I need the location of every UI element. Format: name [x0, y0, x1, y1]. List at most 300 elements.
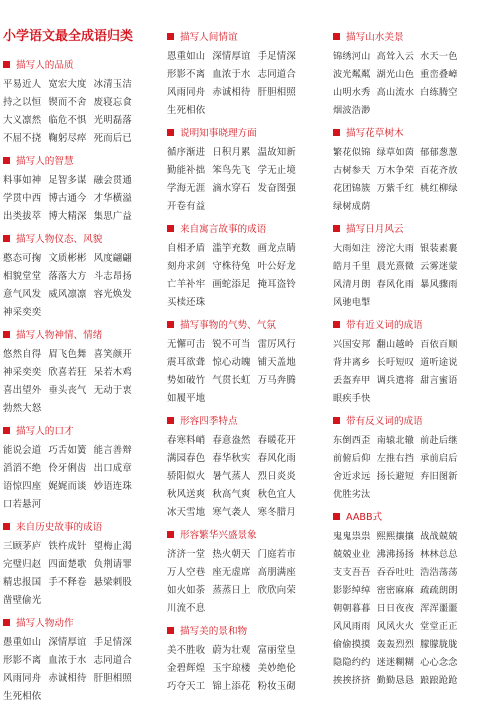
idiom-row	[3, 458, 163, 476]
idiom-item: 蔚为壮观	[212, 645, 251, 656]
idiom-row	[333, 370, 480, 388]
idiom-item: 朝朝暮暮	[333, 603, 371, 614]
idiom-item: 熙熙攘攘	[376, 531, 415, 542]
idiom-item: 大雨如注	[333, 243, 371, 254]
idiom-item: 金碧辉煌	[167, 663, 206, 674]
idiom-row	[167, 640, 325, 658]
idiom-section	[3, 614, 163, 704]
idiom-item: 铁杵成针	[48, 541, 87, 552]
idiom-item: 锦上添花	[212, 681, 251, 692]
idiom-item: 愚重如山	[3, 637, 42, 648]
idiom-section	[167, 316, 325, 406]
idiom-item: 秋风送爽	[167, 489, 206, 500]
square-bullet-icon	[167, 225, 174, 232]
idiom-item: 骄阳似火	[167, 471, 206, 482]
idiom-row	[3, 440, 163, 458]
section-heading	[333, 508, 480, 524]
idiom-item: 手足情深	[257, 51, 296, 62]
section-heading	[3, 518, 163, 534]
idiom-item: 手不释卷	[48, 577, 87, 588]
idiom-item: 形影不离	[167, 69, 206, 80]
idiom-section	[167, 124, 325, 214]
section-heading-text: 描写人物神情、情绪	[16, 330, 103, 341]
idiom-row	[167, 196, 325, 214]
idiom-item: 绿树成荫	[333, 201, 371, 212]
idiom-item: 如履平地	[167, 393, 206, 404]
idiom-item: 皓月千里	[333, 261, 371, 272]
idiom-item: 眼疾手快	[333, 393, 371, 404]
idiom-item: 料事如神	[3, 175, 42, 186]
idiom-row	[3, 650, 163, 668]
idiom-item: 烟波浩渺	[333, 105, 371, 116]
idiom-item: 风雨同舟	[167, 87, 206, 98]
idiom-item: 春华秋实	[212, 453, 251, 464]
section-heading	[3, 152, 163, 168]
section-heading	[333, 316, 480, 332]
idiom-item: 吞吞吐吐	[376, 567, 415, 578]
section-heading-text: 描写人间情谊	[180, 32, 238, 43]
idiom-item: 桃红柳绿	[420, 183, 458, 194]
idiom-item: 能说会道	[3, 445, 42, 456]
idiom-item: 眉飞色舞	[48, 349, 87, 360]
idiom-row	[333, 670, 480, 688]
idiom-item: 自相矛盾	[167, 243, 206, 254]
idiom-item: 堂堂正正	[420, 621, 458, 632]
square-bullet-icon	[3, 523, 10, 530]
idiom-section	[333, 124, 480, 214]
idiom-row	[3, 476, 163, 494]
idiom-row	[167, 334, 325, 352]
idiom-item: 暑气蒸人	[212, 471, 251, 482]
idiom-row	[333, 598, 480, 616]
idiom-row	[333, 562, 480, 580]
idiom-row	[167, 256, 325, 274]
idiom-item: 门庭若市	[257, 549, 296, 560]
idiom-item: 三顾茅庐	[3, 541, 42, 552]
idiom-section	[3, 422, 163, 512]
idiom-item: 秋高气爽	[212, 489, 251, 500]
idiom-item: 高山流水	[376, 87, 415, 98]
idiom-item: 掩耳盗铃	[257, 279, 296, 290]
idiom-item: 弃旧图新	[420, 471, 458, 482]
section-heading-text: 描写事物的气势、气氛	[180, 320, 276, 331]
square-bullet-icon	[3, 331, 10, 338]
idiom-item: 战战兢兢	[420, 531, 458, 542]
idiom-row	[333, 274, 480, 292]
idiom-item: 四面楚歌	[48, 559, 87, 570]
idiom-item: 粉妆玉砌	[257, 681, 296, 692]
idiom-section	[333, 28, 480, 118]
idiom-row	[333, 334, 480, 352]
idiom-item: 勤能补拙	[167, 165, 206, 176]
idiom-item: 出类拔萃	[3, 211, 42, 222]
idiom-item: 暴风骤雨	[420, 279, 458, 290]
square-bullet-icon	[167, 321, 174, 328]
idiom-item: 美妙绝伦	[257, 663, 296, 674]
idiom-item: 风清月朗	[333, 279, 371, 290]
idiom-item: 风风火火	[376, 621, 415, 632]
idiom-item: 学贯中西	[3, 193, 42, 204]
idiom-item: 临危不惧	[48, 115, 87, 126]
idiom-item: 朦朦胧胧	[420, 639, 458, 650]
idiom-row	[167, 466, 325, 484]
idiom-item: 高耸入云	[376, 51, 415, 62]
idiom-item: 望梅止渴	[93, 541, 132, 552]
idiom-item: 凿壁偷光	[3, 595, 42, 606]
idiom-section	[3, 230, 163, 320]
idiom-item: 心心念念	[420, 657, 458, 668]
idiom-row	[3, 284, 163, 302]
square-bullet-icon	[333, 225, 340, 232]
idiom-row	[333, 160, 480, 178]
idiom-item: 相貌堂堂	[3, 271, 42, 282]
idiom-item: 垂头丧气	[48, 385, 87, 396]
idiom-row	[333, 448, 480, 466]
idiom-item: 东倒西歪	[333, 435, 371, 446]
idiom-item: 悬梁刺股	[93, 577, 132, 588]
idiom-row	[167, 100, 325, 118]
idiom-item: 如火如荼	[167, 585, 206, 596]
section-heading-text: 描写日月风云	[346, 224, 404, 235]
idiom-row	[333, 388, 480, 406]
idiom-item: 震耳欲聋	[167, 357, 206, 368]
idiom-item: 背井离乡	[333, 357, 371, 368]
idiom-item: 不屈不挠	[3, 133, 42, 144]
idiom-item: 惊心动魄	[212, 357, 251, 368]
idiom-item: 水天一色	[420, 51, 458, 62]
idiom-row	[3, 266, 163, 284]
idiom-item: 生死相依	[167, 105, 206, 116]
idiom-row	[3, 248, 163, 266]
idiom-item: 万马奔腾	[257, 375, 296, 386]
idiom-item: 志同道合	[257, 69, 296, 80]
idiom-row	[3, 344, 163, 362]
idiom-row	[3, 302, 163, 320]
idiom-item: 郁郁葱葱	[420, 147, 458, 158]
idiom-row	[167, 160, 325, 178]
idiom-item: 湖光山色	[376, 69, 415, 80]
idiom-item: 美不胜收	[167, 645, 206, 656]
idiom-item: 斗志昂扬	[93, 271, 132, 282]
idiom-row	[333, 580, 480, 598]
idiom-item: 画龙点睛	[257, 243, 296, 254]
idiom-item: 死而后已	[93, 133, 132, 144]
idiom-item: 融会贯通	[93, 175, 132, 186]
idiom-item: 风雨同舟	[3, 673, 42, 684]
idiom-row	[3, 536, 163, 554]
column-middle	[167, 0, 325, 700]
idiom-row	[333, 616, 480, 634]
square-bullet-icon	[333, 33, 340, 40]
idiom-row	[333, 526, 480, 544]
idiom-item: 欣喜若狂	[48, 367, 87, 378]
idiom-item: 喜笑颜开	[93, 349, 132, 360]
idiom-item: 血浓于水	[212, 69, 251, 80]
square-bullet-icon	[333, 417, 340, 424]
section-heading-text: 形容繁华兴盛景象	[180, 530, 257, 541]
idiom-row	[333, 466, 480, 484]
idiom-item: 舍近求远	[333, 471, 371, 482]
idiom-item: 春意盎然	[212, 435, 251, 446]
idiom-item: 春寒料峭	[167, 435, 206, 446]
section-heading-text: 来自寓言故事的成语	[180, 224, 267, 235]
idiom-item: 完璧归赵	[3, 559, 42, 570]
section-heading-text: 描写人的品质	[16, 60, 74, 71]
idiom-section	[333, 412, 480, 502]
idiom-row	[3, 494, 163, 512]
idiom-row	[167, 238, 325, 256]
idiom-item: 烈日炎炎	[257, 471, 296, 482]
idiom-row	[333, 100, 480, 118]
idiom-item: 寒气袭人	[212, 507, 251, 518]
section-heading	[167, 124, 325, 140]
section-heading	[167, 220, 325, 236]
square-bullet-icon	[3, 61, 10, 68]
idiom-item: 学海无涯	[167, 183, 206, 194]
idiom-item: 赤诚相待	[48, 673, 87, 684]
idiom-row	[167, 658, 325, 676]
idiom-row	[333, 256, 480, 274]
idiom-item: 鞠躬尽瘁	[48, 133, 87, 144]
section-heading	[167, 28, 325, 44]
idiom-item: 画蛇添足	[212, 279, 251, 290]
idiom-item: 兢兢业业	[333, 549, 371, 560]
square-bullet-icon	[167, 33, 174, 40]
idiom-row	[167, 370, 325, 388]
section-heading-text: 描写美的景和物	[180, 626, 248, 637]
idiom-row	[167, 274, 325, 292]
idiom-section	[333, 508, 480, 688]
idiom-item: 百依百顺	[420, 339, 458, 350]
idiom-item: 日日夜夜	[376, 603, 415, 614]
section-heading-text: AABB式	[346, 512, 383, 523]
idiom-item: 长吁短叹	[376, 357, 415, 368]
idiom-row	[333, 430, 480, 448]
section-heading	[333, 28, 480, 44]
idiom-item: 踉踉跄跄	[420, 675, 458, 686]
idiom-section	[167, 28, 325, 118]
idiom-item: 文质彬彬	[48, 253, 87, 264]
section-heading-text: 描写山水美景	[346, 32, 404, 43]
section-heading	[3, 422, 163, 438]
idiom-item: 疏疏朗朗	[420, 585, 458, 596]
idiom-item: 口若悬河	[3, 499, 42, 510]
idiom-item: 甜言蜜语	[420, 375, 458, 386]
section-heading	[3, 56, 163, 72]
idiom-item: 轰轰烈烈	[376, 639, 415, 650]
idiom-item: 大义凛然	[3, 115, 42, 126]
idiom-row	[167, 142, 325, 160]
idiom-item: 春风化雨	[257, 453, 296, 464]
idiom-item: 白练腾空	[420, 87, 458, 98]
idiom-item: 古树参天	[333, 165, 371, 176]
idiom-row	[333, 634, 480, 652]
idiom-row	[3, 686, 163, 704]
idiom-item: 花团锦簇	[333, 183, 371, 194]
idiom-item: 优胜劣汰	[333, 489, 371, 500]
idiom-item: 志同道合	[93, 655, 132, 666]
idiom-row	[333, 652, 480, 670]
idiom-item: 才华横溢	[93, 193, 132, 204]
idiom-item: 高朋满座	[257, 567, 296, 578]
idiom-section	[3, 326, 163, 416]
idiom-item: 林林总总	[420, 549, 458, 560]
idiom-item: 万木争荣	[376, 165, 415, 176]
idiom-item: 巧夺天工	[167, 681, 206, 692]
idiom-item: 滥竽充数	[212, 243, 251, 254]
section-heading-text: 描写花草树木	[346, 128, 404, 139]
idiom-row	[167, 676, 325, 694]
idiom-row	[167, 46, 325, 64]
idiom-item: 浩浩荡荡	[420, 567, 458, 578]
idiom-item: 势如破竹	[167, 375, 206, 386]
section-heading	[3, 326, 163, 342]
idiom-item: 百花齐放	[420, 165, 458, 176]
idiom-item: 勤勤恳恳	[376, 675, 415, 686]
idiom-row	[167, 502, 325, 520]
idiom-row	[167, 178, 325, 196]
idiom-section	[3, 56, 163, 146]
idiom-row	[333, 196, 480, 214]
idiom-item: 开卷有益	[167, 201, 206, 212]
idiom-item: 铺天盖地	[257, 357, 296, 368]
idiom-row	[167, 544, 325, 562]
column-right	[333, 0, 480, 694]
idiom-item: 神采奕奕	[3, 307, 42, 318]
square-bullet-icon	[167, 417, 174, 424]
idiom-item: 风驰电掣	[333, 297, 371, 308]
idiom-item: 呆若木鸡	[93, 367, 132, 378]
idiom-item: 热火朝天	[212, 549, 251, 560]
idiom-item: 锐不可当	[212, 339, 251, 350]
idiom-item: 满园春色	[167, 453, 206, 464]
idiom-item: 买椟还珠	[167, 297, 206, 308]
idiom-item: 滔滔不绝	[3, 463, 42, 474]
idiom-row	[333, 352, 480, 370]
idiom-item: 风度翩翩	[93, 253, 132, 264]
idiom-item: 手足情深	[93, 637, 132, 648]
idiom-item: 娓娓而谈	[48, 481, 87, 492]
idiom-item: 银装素裹	[420, 243, 458, 254]
idiom-item: 巧舌如簧	[48, 445, 87, 456]
idiom-item: 密密麻麻	[376, 585, 415, 596]
idiom-item: 翻山越岭	[376, 339, 415, 350]
idiom-item: 雷厉风行	[257, 339, 296, 350]
section-heading	[333, 124, 480, 140]
idiom-item: 富丽堂皇	[257, 645, 296, 656]
idiom-item: 日积月累	[212, 147, 251, 158]
section-heading	[3, 230, 163, 246]
idiom-item: 光明磊落	[93, 115, 132, 126]
idiom-row	[333, 292, 480, 310]
idiom-item: 意气风发	[3, 289, 42, 300]
idiom-item: 万人空巷	[167, 567, 206, 578]
idiom-row	[3, 110, 163, 128]
column-left	[3, 0, 163, 710]
idiom-item: 锲而不舍	[48, 97, 87, 108]
idiom-item: 春风化雨	[376, 279, 415, 290]
square-bullet-icon	[333, 129, 340, 136]
idiom-section	[3, 152, 163, 224]
idiom-row	[3, 398, 163, 416]
square-bullet-icon	[3, 619, 10, 626]
idiom-row	[3, 92, 163, 110]
idiom-row	[3, 128, 163, 146]
idiom-item: 寒冬腊月	[257, 507, 296, 518]
idiom-row	[3, 206, 163, 224]
square-bullet-icon	[167, 531, 174, 538]
idiom-row	[333, 46, 480, 64]
idiom-section	[3, 518, 163, 608]
idiom-row	[167, 292, 325, 310]
idiom-item: 博大精深	[48, 211, 87, 222]
idiom-item: 欣欣向荣	[257, 585, 296, 596]
section-heading	[167, 412, 325, 428]
idiom-item: 发奋图强	[257, 183, 296, 194]
idiom-row	[167, 430, 325, 448]
idiom-item: 出口成章	[93, 463, 132, 474]
idiom-item: 精忠报国	[3, 577, 42, 588]
idiom-item: 肝胆相照	[257, 87, 296, 98]
idiom-item: 春暖花开	[257, 435, 296, 446]
idiom-item: 丢盔弃甲	[333, 375, 371, 386]
idiom-row	[333, 64, 480, 82]
idiom-item: 晨光熹微	[376, 261, 415, 272]
idiom-item: 形影不离	[3, 655, 42, 666]
idiom-item: 沸沸扬扬	[376, 549, 415, 560]
idiom-row	[167, 580, 325, 598]
idiom-item: 赤诚相待	[212, 87, 251, 98]
idiom-item: 山明水秀	[333, 87, 371, 98]
idiom-item: 宽宏大度	[48, 79, 87, 90]
section-heading	[167, 622, 325, 638]
idiom-item: 迷迷糊糊	[376, 657, 415, 668]
idiom-row	[333, 544, 480, 562]
idiom-item: 川流不息	[167, 603, 206, 614]
idiom-row	[167, 598, 325, 616]
square-bullet-icon	[3, 157, 10, 164]
idiom-item: 威风凛凛	[48, 289, 87, 300]
idiom-row	[167, 352, 325, 370]
idiom-item: 无动于衷	[93, 385, 132, 396]
idiom-item: 气贯长虹	[212, 375, 251, 386]
idiom-item: 锦绣河山	[333, 51, 371, 62]
idiom-item: 影影绰绰	[333, 585, 371, 596]
idiom-item: 前俯后仰	[333, 453, 371, 464]
idiom-item: 博古通今	[48, 193, 87, 204]
idiom-item: 支支吾吾	[333, 567, 371, 578]
idiom-item: 深情厚谊	[212, 51, 251, 62]
idiom-item: 勃然大怒	[3, 403, 42, 414]
idiom-item: 憨态可掬	[3, 253, 42, 264]
idiom-item: 生死相依	[3, 691, 42, 702]
idiom-item: 兴国安邦	[333, 339, 371, 350]
section-heading	[167, 316, 325, 332]
idiom-row	[333, 142, 480, 160]
idiom-item: 守株待兔	[212, 261, 251, 272]
page-title: 小学语文最全成语归类	[3, 29, 134, 44]
idiom-item: 温故知新	[257, 147, 296, 158]
idiom-row	[167, 448, 325, 466]
section-heading	[333, 412, 480, 428]
idiom-item: 扬长避短	[376, 471, 415, 482]
idiom-item: 持之以恒	[3, 97, 42, 108]
idiom-item: 鬼鬼祟祟	[333, 531, 371, 542]
idiom-item: 血浓于水	[48, 655, 87, 666]
section-heading-text: 来自历史故事的成语	[16, 522, 103, 533]
idiom-section	[333, 220, 480, 310]
idiom-item: 落落大方	[48, 271, 87, 282]
